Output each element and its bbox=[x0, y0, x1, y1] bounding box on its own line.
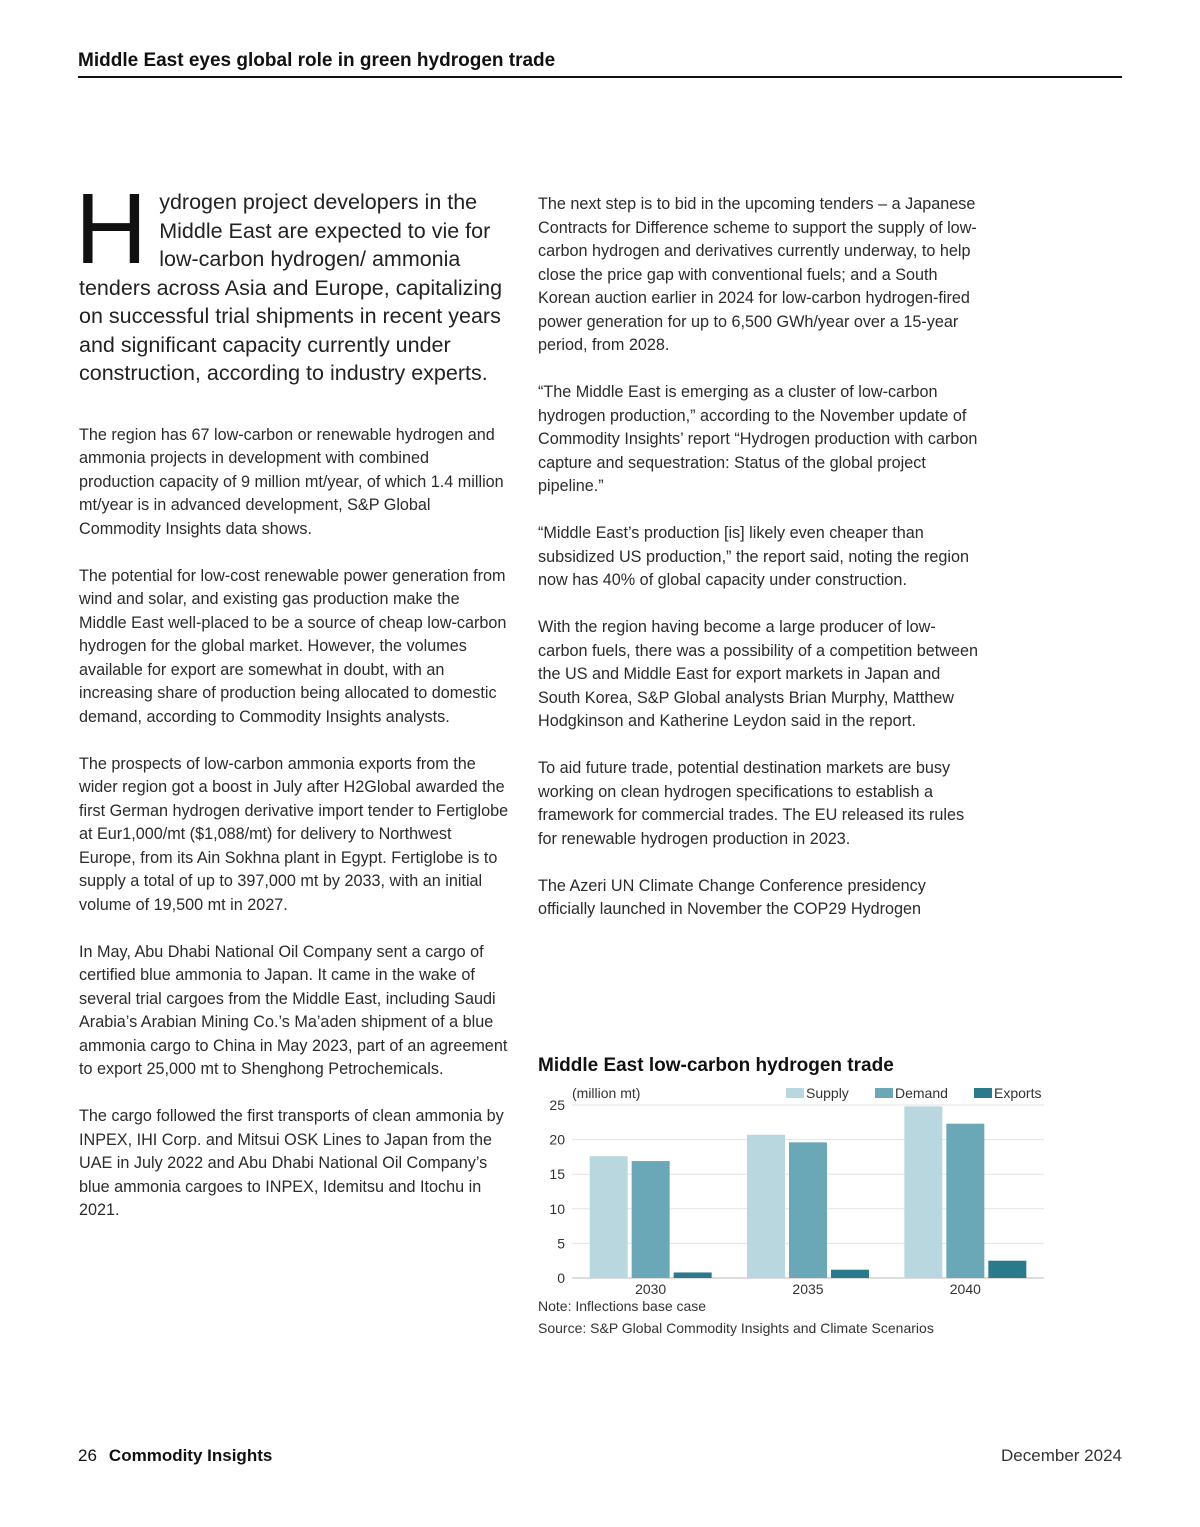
footer-left bbox=[78, 1446, 272, 1466]
body-paragraph: The Azeri UN Climate Change Conference presidency officially launched in November the COP29 Hydrogen bbox=[538, 876, 926, 918]
body-paragraph: With the region having become a large producer of low-carbon fuels, there was a possibility of a competition between the US and Middle East for export markets in Japan and South Korea, S&P Global analysts Brian Murphy, Matthew Hodgkinson and Katherine Leydon said in the report. bbox=[538, 618, 979, 730]
bar-supply bbox=[590, 1156, 628, 1278]
legend-label: Demand bbox=[895, 1085, 948, 1101]
legend-swatch bbox=[875, 1088, 893, 1098]
bar-supply bbox=[747, 1135, 785, 1278]
body-paragraph: The cargo followed the first transports of clean ammonia by INPEX, IHI Corp. and Mitsui OSK Lines to Japan from the UAE in July 2022 and Abu Dhabi National Oil Company’s blue ammonia cargoes to INPEX, Idemitsu and Itochu in 2021. bbox=[79, 1107, 504, 1219]
header-rule bbox=[78, 76, 1122, 78]
x-tick-label: 2035 bbox=[792, 1281, 824, 1297]
page-header-title: Middle East eyes global role in green hydrogen trade bbox=[78, 50, 556, 71]
legend-swatch bbox=[974, 1088, 992, 1098]
y-tick-label: 5 bbox=[557, 1235, 565, 1252]
left-column bbox=[75, 173, 509, 1246]
dropcap: H bbox=[75, 173, 148, 285]
x-tick-label: 2030 bbox=[635, 1281, 667, 1297]
body-paragraph: “Middle East’s production [is] likely even cheaper than subsidized US production,” the report said, noting the region now has 40% of global capacity under construction. bbox=[538, 524, 970, 589]
y-tick-label: 15 bbox=[549, 1166, 565, 1183]
chart-note: Note: Inflections base case bbox=[538, 1298, 707, 1314]
y-tick-label: 0 bbox=[557, 1270, 565, 1286]
legend-label: Exports bbox=[994, 1085, 1042, 1101]
footer-brand: Commodity Insights bbox=[108, 1446, 273, 1465]
page-number: 26 bbox=[78, 1446, 97, 1465]
y-tick-label: 10 bbox=[549, 1200, 565, 1217]
x-tick-label: 2040 bbox=[949, 1281, 981, 1297]
bar-exports bbox=[988, 1261, 1026, 1278]
y-tick-label: 25 bbox=[549, 1097, 565, 1113]
body-paragraph: In May, Abu Dhabi National Oil Company sent a cargo of certified blue ammonia to Japan. It came in the wake of several trial cargoes from the Middle East, including Saudi Arabia’s Arabian Mining Co.’s Ma’aden shipment of a blue ammonia cargo to China in May 2023, part of an agreement to export 25,000 mt to Shenghong Petrochemicals. bbox=[79, 942, 508, 1078]
chart-source: Source: S&P Global Commodity Insights and Climate Scenarios bbox=[538, 1320, 934, 1336]
lead-text: ydrogen project developers in the Middle East are expected to vie for low-carbon hydrogen/ ammonia tenders across Asia and Europe, capitalizing on successful trial shipments in recent years and significant capacity currently under construction, according to industry experts. bbox=[79, 190, 503, 385]
bar-exports bbox=[831, 1270, 869, 1278]
bar-supply bbox=[904, 1106, 942, 1278]
bar-demand bbox=[789, 1142, 827, 1278]
legend-label: Supply bbox=[806, 1085, 849, 1101]
body-paragraph: The prospects of low-carbon ammonia exports from the wider region got a boost in July after H2Global awarded the first German hydrogen derivative import tender to Fertiglobe at Eur1,000/mt ($1,088/mt) for delivery to Northwest Europe, from its Ain Sokhna plant in Egypt. Fertiglobe is to supply a total of up to 397,000 mt by 2033, with an initial volume of 19,500 mt in 2027. bbox=[79, 754, 509, 914]
bar-exports bbox=[674, 1272, 712, 1278]
bar-demand bbox=[946, 1124, 984, 1278]
lead-paragraph bbox=[75, 173, 509, 388]
hydrogen-trade-chart bbox=[538, 1055, 1058, 1345]
bar-demand bbox=[632, 1161, 670, 1278]
footer-date: December 2024 bbox=[1001, 1446, 1122, 1465]
legend-swatch bbox=[786, 1088, 804, 1098]
body-paragraph: The region has 67 low-carbon or renewable hydrogen and ammonia projects in development with combined production capacity of 9 million mt/year, of which 1.4 million mt/year is in advanced development, S&P Global Commodity Insights data shows. bbox=[79, 425, 504, 538]
y-axis-label: (million mt) bbox=[572, 1085, 641, 1101]
body-paragraph: The next step is to bid in the upcoming tenders – a Japanese Contracts for Difference scheme to support the supply of low-carbon hydrogen and derivatives currently underway, to help close the price gap with conventional fuels; and a South Korean auction earlier in 2024 for low-carbon hydrogen-fired power generation for up to 6,500 GWh/year over a 15-year period, from 2028. bbox=[538, 195, 977, 354]
y-tick-label: 20 bbox=[549, 1131, 565, 1148]
chart-plot bbox=[538, 1083, 1058, 1298]
chart-title: Middle East low-carbon hydrogen trade bbox=[538, 1055, 894, 1076]
body-paragraph: The potential for low-cost renewable power generation from wind and solar, and existing gas production make the Middle East well-placed to be a source of cheap low-carbon hydrogen for the global market. However, the volumes available for export are somewhat in doubt, with an increasing share of production being allocated to domestic demand, according to Commodity Insights analysts. bbox=[79, 566, 507, 726]
body-paragraph: “The Middle East is emerging as a cluster of low-carbon hydrogen production,” according to the November update of Commodity Insights’ report “Hydrogen production with carbon capture and sequestration: Status of the global project pipeline.” bbox=[538, 383, 978, 495]
body-paragraph: To aid future trade, potential destination markets are busy working on clean hydrogen specifications to establish a framework for commercial trades. The EU released its rules for renewable hydrogen production in 2023. bbox=[538, 759, 965, 848]
right-column bbox=[538, 193, 978, 945]
